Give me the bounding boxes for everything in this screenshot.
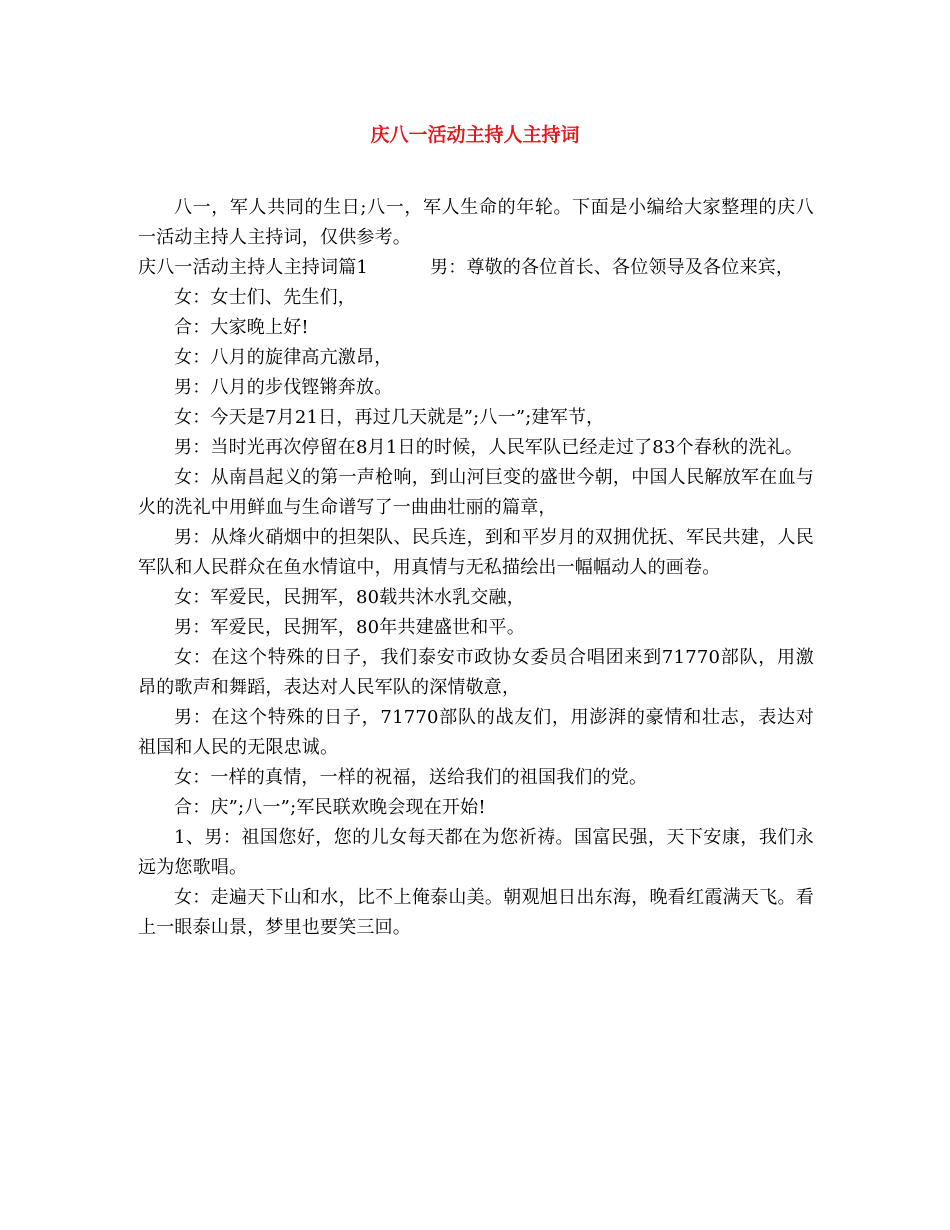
paragraph: 女：今天是7月21日，再过几天就是”;八一”;建军节， [174, 407, 605, 428]
paragraph: 男：军爱民，民拥军，80年共建盛世和平。 [174, 617, 525, 638]
paragraph: 男：从烽火硝烟中的担架队、民兵连，到和平岁月的双拥优抚、军民共建，人民军队和人民群众在鱼水情谊中，用真情与无私描绘出一幅幅动人的画卷。 [138, 527, 814, 578]
section-first-line: 男：尊敬的各位首长、各位领导及各位来宾， [430, 257, 795, 278]
paragraph: 男：当时光再次停留在8月1日的时候，人民军队已经走过了83个春秋的洗礼。 [174, 437, 804, 458]
document-title: 庆八一活动主持人主持词 [370, 124, 580, 146]
paragraph: 女：女士们、先生们， [174, 287, 356, 308]
paragraph: 合：庆”;八一”;军民联欢晚会现在开始! [174, 797, 486, 818]
paragraph: 男：在这个特殊的日子，71770部队的战友们，用澎湃的豪情和壮志，表达对祖国和人民的无限忠诚。 [138, 707, 814, 758]
paragraph: 女：在这个特殊的日子，我们泰安市政协女委员合唱团来到71770部队，用激昂的歌声和舞蹈，表达对人民军队的深情敬意， [138, 647, 814, 698]
intro-paragraph: 八一，军人共同的生日;八一，军人生命的年轮。下面是小编给大家整理的庆八一活动主持人主持词，仅供参考。 [138, 197, 814, 248]
section-heading: 庆八一活动主持人主持词篇1 [138, 257, 369, 278]
paragraph: 女：走遍天下山和水，比不上俺泰山美。朝观旭日出东海，晚看红霞满天飞。看上一眼泰山景，梦里也要笑三回。 [138, 887, 814, 938]
paragraph: 女：八月的旋律高亢激昂， [174, 347, 393, 368]
paragraph: 男：八月的步伐铿锵奔放。 [174, 377, 393, 398]
paragraph: 女：军爱民，民拥军，80载共沐水乳交融， [174, 587, 525, 608]
section-heading-line [138, 253, 814, 283]
paragraph: 女：从南昌起义的第一声枪响，到山河巨变的盛世今朝，中国人民解放军在血与火的洗礼中用鲜血与生命谱写了一曲曲壮丽的篇章， [138, 467, 814, 518]
paragraph: 合：大家晚上好! [174, 317, 309, 338]
paragraph: 女：一样的真情，一样的祝福，送给我们的祖国我们的党。 [174, 767, 648, 788]
document-body [138, 193, 814, 943]
paragraph: 1、男：祖国您好，您的儿女每天都在为您祈祷。国富民强，天下安康，我们永远为您歌唱。 [138, 827, 814, 878]
